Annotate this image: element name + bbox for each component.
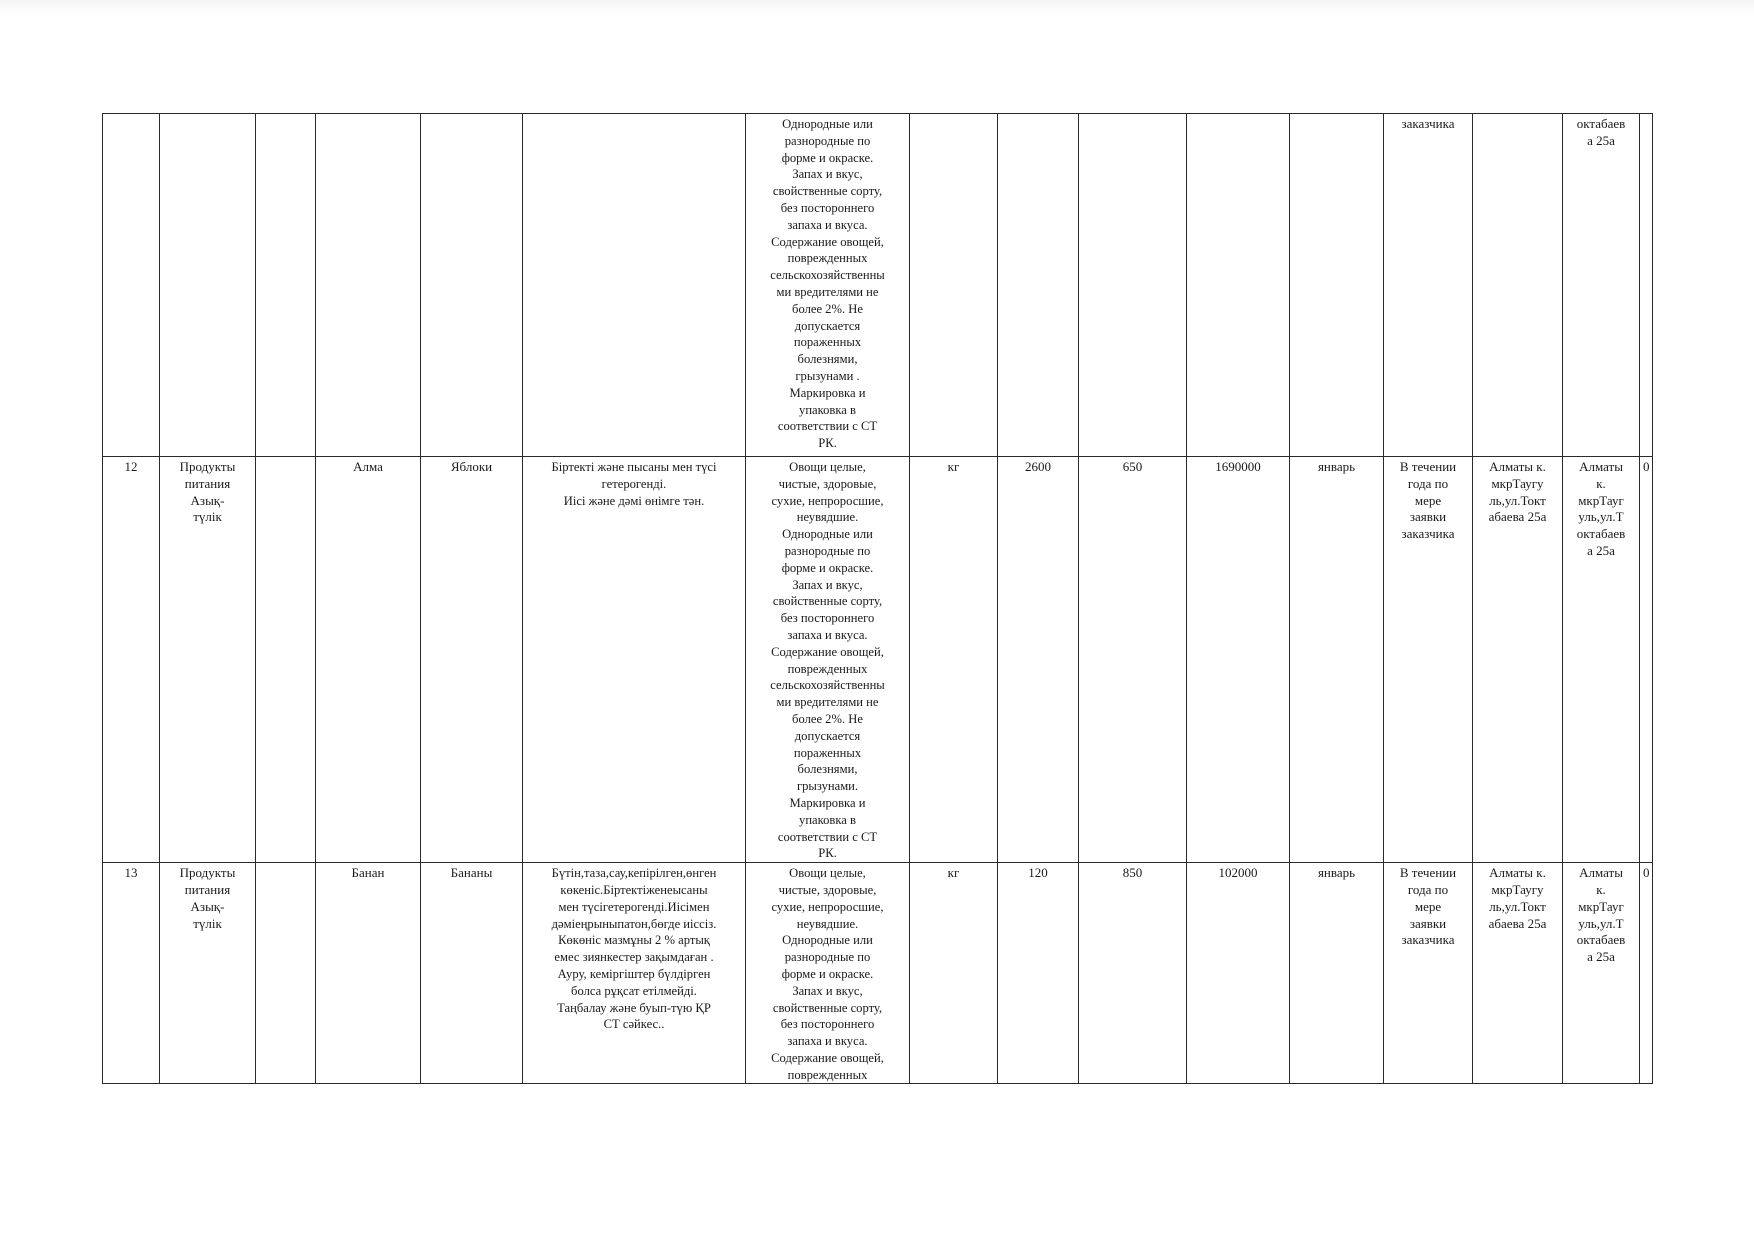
cell-name-kz: Алма <box>316 457 421 863</box>
cell-address: Алматы к. мкрТауг уль,ул.Т октабаев а 25а <box>1563 863 1640 1084</box>
cell-address: октабаев а 25а <box>1563 114 1640 457</box>
cell-address: Алматы к. мкрТауг уль,ул.Т октабаев а 25а <box>1563 457 1640 863</box>
table-row <box>103 114 1653 457</box>
cell-sum: 102000 <box>1187 863 1290 1084</box>
cell-delivery-place: Алматы к. мкрТаугу ль,ул.Токт абаева 25а <box>1473 863 1563 1084</box>
cell-description-kz: Біртекті және пысаны мен түсі гетерогенді. Иісі және дәмі өнімге тән. <box>523 457 746 863</box>
table-row <box>103 863 1653 1084</box>
cell-name-kz: Банан <box>316 863 421 1084</box>
cell-number: 13 <box>103 863 160 1084</box>
cell-description-kz: Бүтін,таза,сау,кепірілген,өнген көкеніс.Біртектіженеысаны мен түсігетерогенді.Иісімен дәміеңрыныпатон,бөгде иіссіз. Көкөніс мазмұны 2 % артық емес зиянкестер зақымдаған . Ауру, кеміргіштер бүлдірген болса рұқсат етілмейді. Таңбалау және буып-түю ҚР СТ сәйкес.. <box>523 863 746 1084</box>
cell-advance <box>1640 114 1653 457</box>
cell-category <box>160 114 256 457</box>
cell-quantity: 2600 <box>998 457 1079 863</box>
cell-advance: 0 <box>1640 457 1653 863</box>
cell-price: 850 <box>1079 863 1187 1084</box>
cell-description-ru: Овощи целые, чистые, здоровые, сухие, непроросшие, неувядшие. Однородные или разнородные по форме и окраске. Запах и вкус, свойственные сорту, без постороннего запаха и вкуса. Содержание овощей, поврежденных сельскохозяйственны ми вредителями не более 2%. Не допускается пораженных болезнями, грызунами. Маркировка и упаковка в соответствии с СТ РК. <box>746 457 910 863</box>
procurement-table <box>102 113 1653 1084</box>
cell-price <box>1079 114 1187 457</box>
cell-advance: 0 <box>1640 863 1653 1084</box>
table-row <box>103 457 1653 863</box>
cell-sum: 1690000 <box>1187 457 1290 863</box>
cell-code <box>256 863 316 1084</box>
cell-code <box>256 457 316 863</box>
cell-name-ru: Бананы <box>421 863 523 1084</box>
cell-delivery-term: В течении года по мере заявки заказчика <box>1384 863 1473 1084</box>
cell-description-kz <box>523 114 746 457</box>
cell-category: Продукты питания Азық- түлік <box>160 457 256 863</box>
page-top-edge <box>0 0 1754 14</box>
cell-description-ru: Однородные или разнородные по форме и окраске. Запах и вкус, свойственные сорту, без постороннего запаха и вкуса. Содержание овощей, поврежденных сельскохозяйственны ми вредителями не более 2%. Не допускается пораженных болезнями, грызунами . Маркировка и упаковка в соответствии с СТ РК. <box>746 114 910 457</box>
cell-month: январь <box>1290 457 1384 863</box>
cell-name-ru: Яблоки <box>421 457 523 863</box>
cell-delivery-place: Алматы к. мкрТаугу ль,ул.Токт абаева 25а <box>1473 457 1563 863</box>
cell-description-ru: Овощи целые, чистые, здоровые, сухие, непроросшие, неувядшие. Однородные или разнородные по форме и окраске. Запах и вкус, свойственные сорту, без постороннего запаха и вкуса. Содержание овощей, поврежденных <box>746 863 910 1084</box>
cell-number: 12 <box>103 457 160 863</box>
cell-name-ru <box>421 114 523 457</box>
cell-unit <box>910 114 998 457</box>
cell-unit: кг <box>910 863 998 1084</box>
cell-name-kz <box>316 114 421 457</box>
cell-delivery-term: В течении года по мере заявки заказчика <box>1384 457 1473 863</box>
cell-month <box>1290 114 1384 457</box>
cell-delivery-term: заказчика <box>1384 114 1473 457</box>
cell-category: Продукты питания Азық- түлік <box>160 863 256 1084</box>
cell-quantity: 120 <box>998 863 1079 1084</box>
cell-delivery-place <box>1473 114 1563 457</box>
cell-quantity <box>998 114 1079 457</box>
cell-month: январь <box>1290 863 1384 1084</box>
cell-sum <box>1187 114 1290 457</box>
cell-code <box>256 114 316 457</box>
cell-number <box>103 114 160 457</box>
cell-unit: кг <box>910 457 998 863</box>
cell-price: 650 <box>1079 457 1187 863</box>
